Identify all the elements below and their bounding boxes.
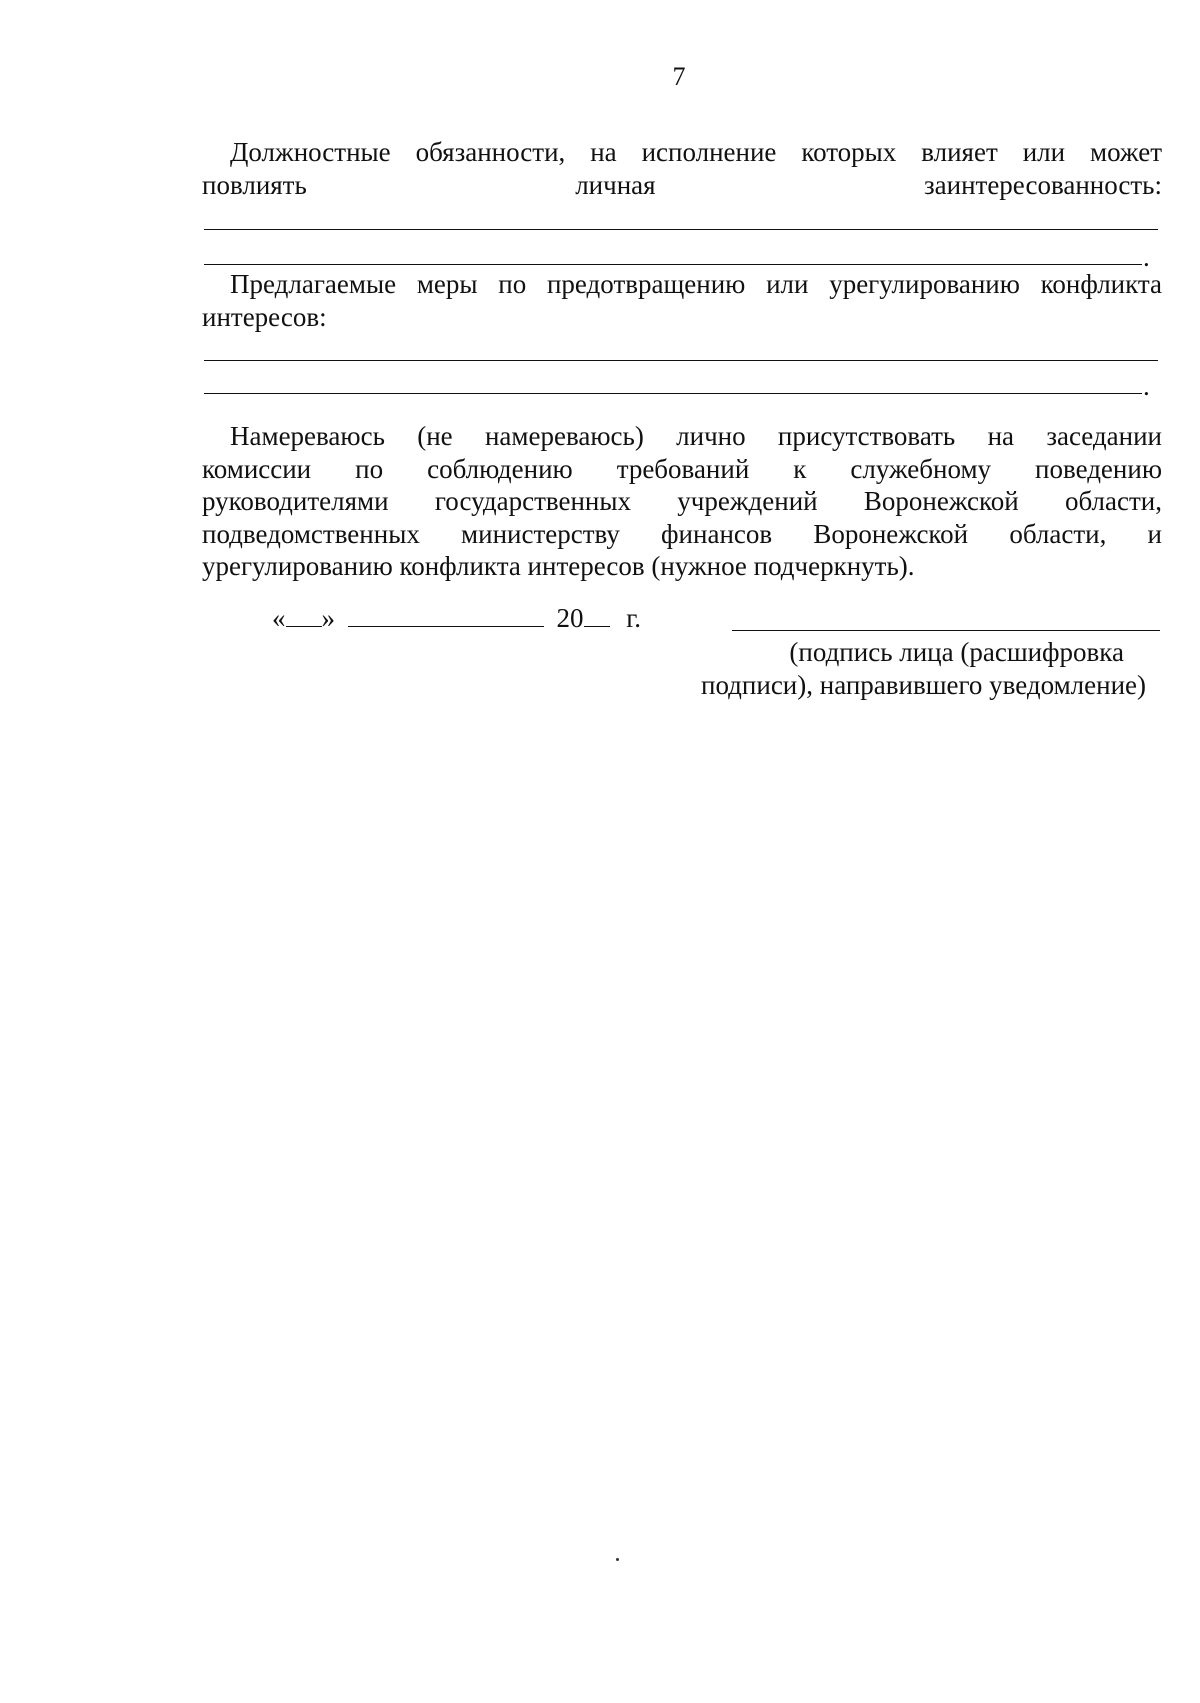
scan-speck [616, 1558, 619, 1561]
measures-fill-line-1[interactable] [204, 360, 1158, 361]
signature-caption-line-2: подписи), направившего уведомление) [701, 670, 1146, 700]
year-blank[interactable] [584, 602, 610, 627]
intent-line-4: подведомственных министерству финансов Воронежской области, и [202, 518, 1162, 549]
intent-line-1[interactable]: Намереваюсь (не намереваюсь) лично присутствовать на заседании [230, 421, 1162, 451]
intent-line-2: комиссии по соблюдению требований к служебному поведению [202, 453, 1162, 484]
measures-line-2: интересов: [202, 301, 327, 332]
duties-fill-line-1[interactable] [204, 229, 1158, 230]
year-prefix: 20 [556, 603, 584, 633]
duties-line-2: повлиять личная заинтересованность: [202, 169, 1162, 200]
year-suffix: г. [626, 603, 642, 633]
open-quote: « [272, 603, 286, 633]
duties-line-1: Должностные обязанности, на исполнение которых влияет или может [230, 137, 1162, 167]
month-blank[interactable] [348, 602, 544, 627]
measures-paragraph [202, 268, 1162, 333]
measures-line-1: Предлагаемые меры по предотвращению или урегулированию конфликта [230, 269, 1162, 299]
signature-line[interactable] [732, 630, 1160, 631]
intent-paragraph [202, 420, 1162, 583]
intent-line-5: урегулированию конфликта интересов (нужное подчеркнуть). [202, 551, 915, 581]
date-row [272, 602, 641, 634]
duties-paragraph [202, 136, 1162, 201]
duties-end-dot: . [1143, 242, 1150, 272]
measures-end-dot: . [1143, 371, 1150, 401]
signature-caption [640, 636, 1146, 702]
measures-fill-line-2[interactable] [204, 393, 1142, 394]
page-number: 7 [672, 62, 686, 91]
day-blank[interactable] [286, 602, 322, 627]
intent-line-3: руководителями государственных учреждений Воронежской области, [202, 486, 1162, 516]
duties-fill-line-2[interactable] [204, 264, 1142, 265]
signature-caption-line-1: (подпись лица (расшифровка [789, 637, 1124, 667]
close-quote: » [321, 603, 335, 633]
